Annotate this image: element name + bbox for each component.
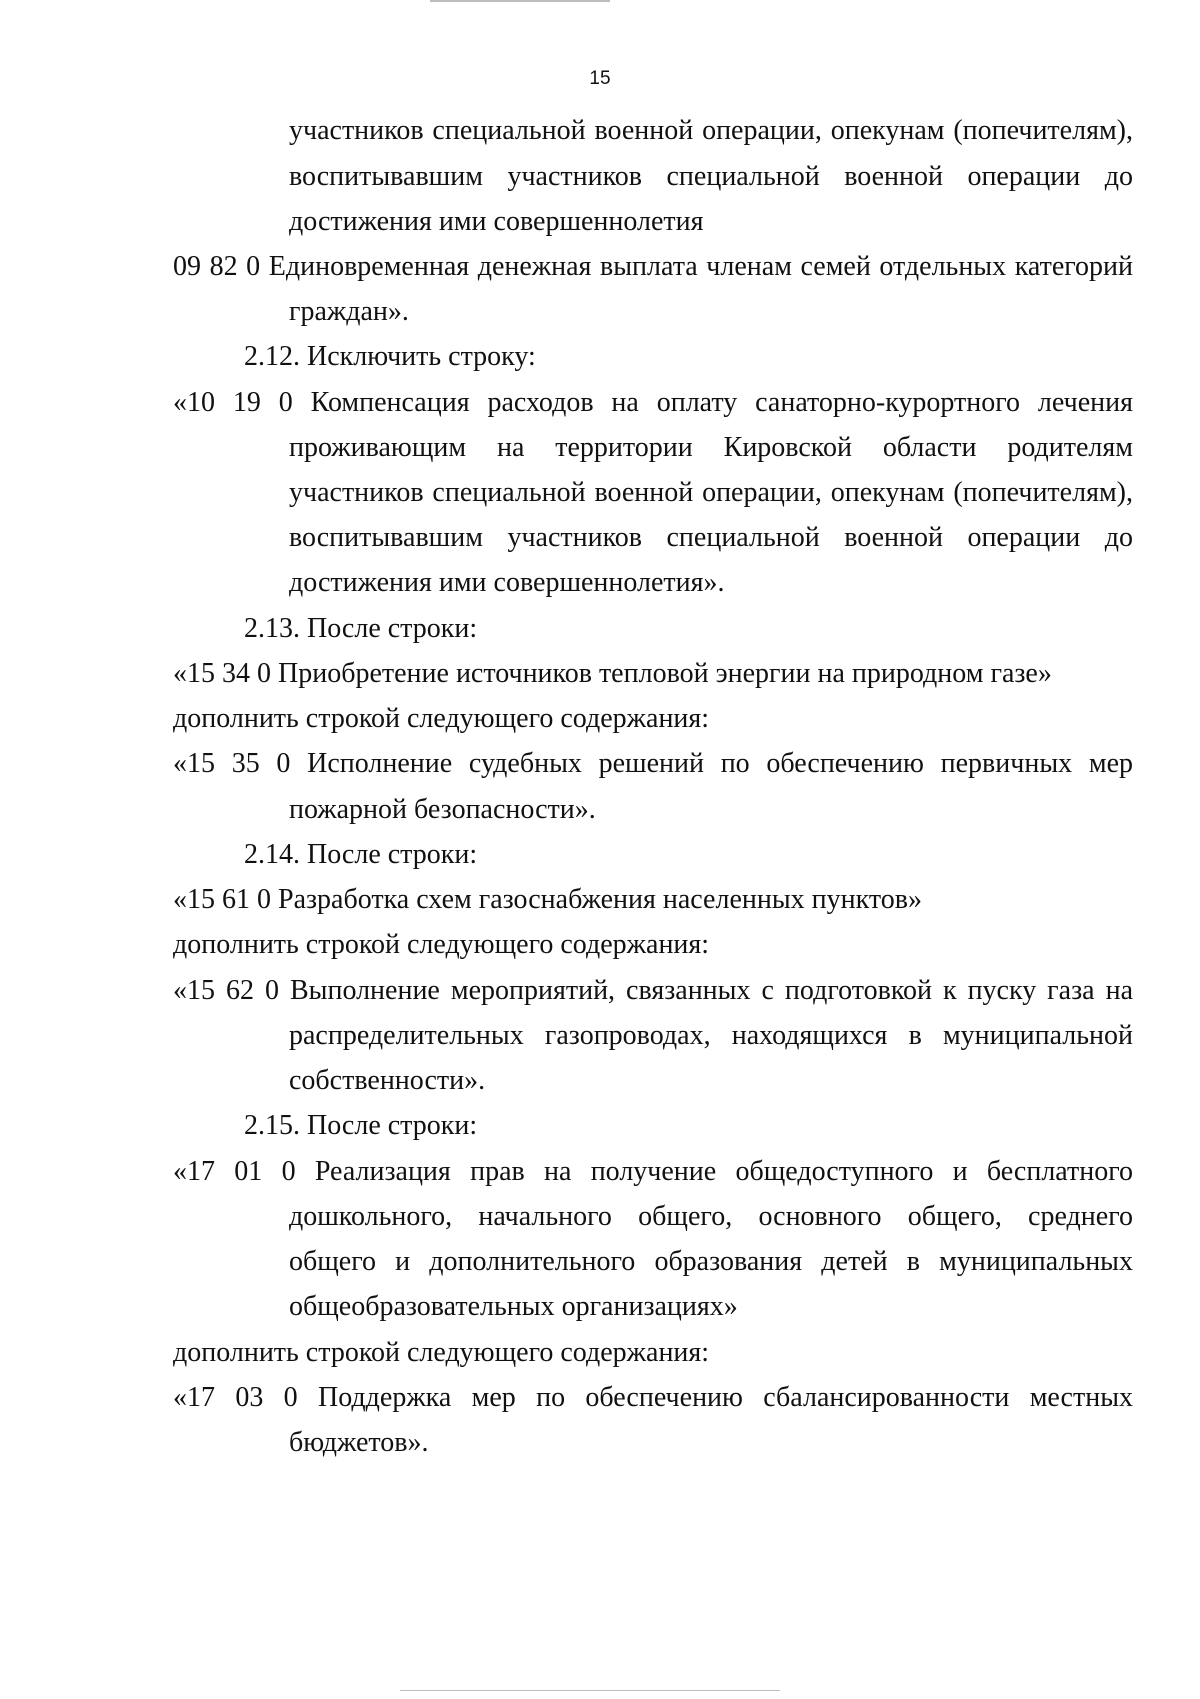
text-line: собственности».: [289, 1065, 486, 1096]
section-heading: 2.15. После строки:: [244, 1110, 478, 1141]
text-line: «17 03 0 Поддержка мер по обеспечению сбалансированности местных: [173, 1382, 1133, 1413]
scan-artifact: [430, 0, 610, 2]
text-line: «15 62 0 Выполнение мероприятий, связанных с подготовкой к пуску газа на: [173, 975, 1133, 1006]
section-heading: 2.14. После строки:: [244, 839, 478, 870]
text-line: 09 82 0 Единовременная денежная выплата членам семей отдельных категорий: [173, 251, 1133, 282]
text-line: воспитывавшим участников специальной военной операции до: [289, 161, 1133, 192]
text-line: «15 61 0 Разработка схем газоснабжения населенных пунктов»: [173, 884, 922, 915]
text-line: дошкольного, начального общего, основного общего, среднего: [289, 1201, 1133, 1232]
text-line: пожарной безопасности».: [289, 794, 596, 825]
text-line: «15 34 0 Приобретение источников тепловой энергии на природном газе»: [173, 658, 1052, 689]
text-line: общего и дополнительного образования детей в муниципальных: [289, 1246, 1133, 1277]
text-line: «17 01 0 Реализация прав на получение общедоступного и бесплатного: [173, 1156, 1133, 1187]
text-line: распределительных газопроводах, находящихся в муниципальной: [289, 1020, 1133, 1051]
section-heading: 2.13. После строки:: [244, 613, 478, 644]
text-line: «10 19 0 Компенсация расходов на оплату санаторно-курортного лечения: [173, 387, 1133, 418]
text-line: достижения ими совершеннолетия: [289, 206, 704, 237]
text-line: граждан».: [289, 296, 409, 327]
text-line: дополнить строкой следующего содержания:: [173, 929, 710, 960]
text-line: достижения ими совершеннолетия».: [289, 567, 725, 598]
scan-artifact: [400, 1690, 780, 1691]
text-line: дополнить строкой следующего содержания:: [173, 703, 710, 734]
section-heading: 2.12. Исключить строку:: [244, 341, 536, 372]
text-line: участников специальной военной операции, опекунам (попечителям),: [289, 115, 1133, 146]
text-line: дополнить строкой следующего содержания:: [173, 1337, 710, 1368]
text-line: воспитывавшим участников специальной военной операции до: [289, 522, 1133, 553]
text-line: «15 35 0 Исполнение судебных решений по обеспечению первичных мер: [173, 748, 1133, 779]
text-line: бюджетов».: [289, 1427, 429, 1458]
text-line: общеобразовательных организациях»: [289, 1291, 738, 1322]
text-line: участников специальной военной операции, опекунам (попечителям),: [289, 477, 1133, 508]
text-line: проживающим на территории Кировской области родителям: [289, 432, 1133, 463]
page-number: 15: [589, 68, 611, 89]
